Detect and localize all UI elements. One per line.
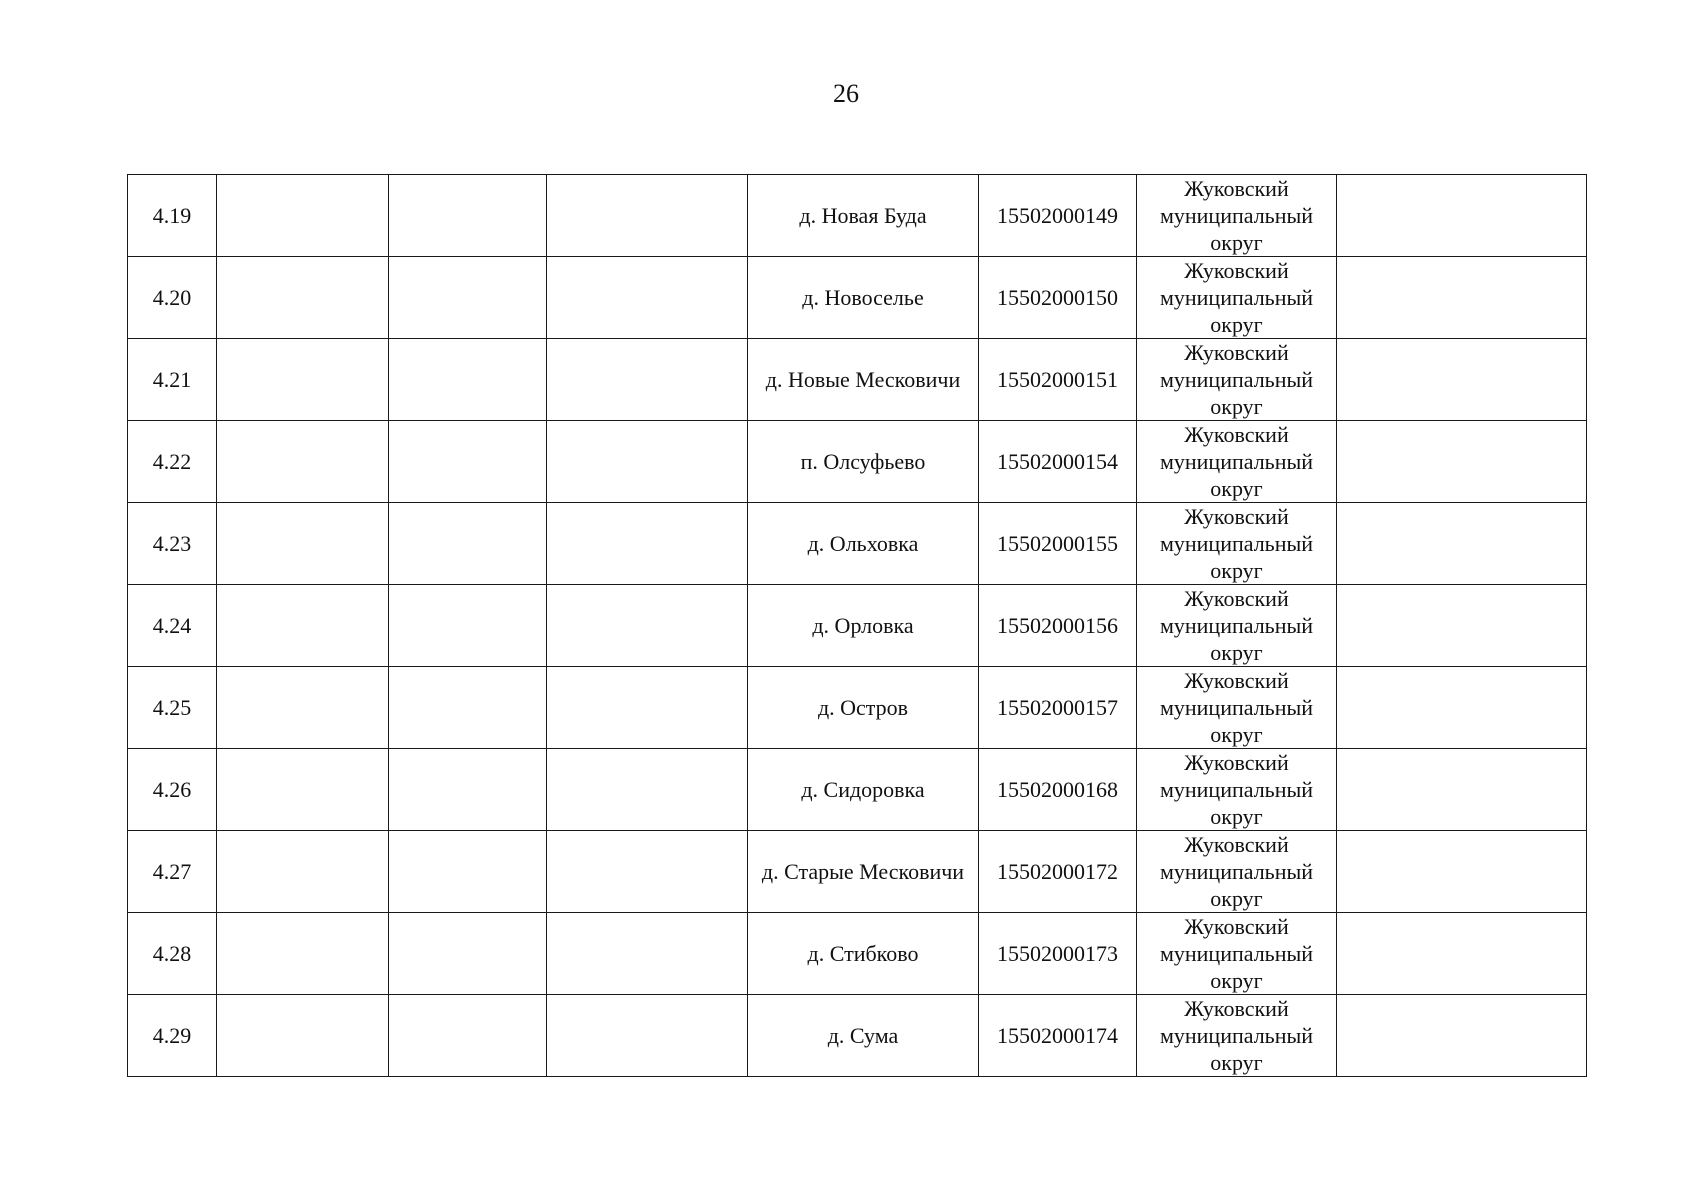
settlement-code: 15502000174 — [979, 995, 1137, 1077]
empty-cell — [389, 339, 547, 421]
row-number: 4.20 — [128, 257, 217, 339]
row-number: 4.28 — [128, 913, 217, 995]
row-number: 4.22 — [128, 421, 217, 503]
settlement-code: 15502000149 — [979, 175, 1137, 257]
district-name: Жуковский муниципальный округ — [1137, 421, 1337, 503]
table-row — [128, 339, 1587, 421]
district-name: Жуковский муниципальный округ — [1137, 339, 1337, 421]
row-number: 4.27 — [128, 831, 217, 913]
empty-cell — [547, 995, 748, 1077]
empty-cell — [1337, 585, 1587, 667]
settlements-table — [127, 174, 1587, 1077]
district-name: Жуковский муниципальный округ — [1137, 585, 1337, 667]
empty-cell — [217, 421, 389, 503]
table-row — [128, 257, 1587, 339]
empty-cell — [389, 585, 547, 667]
settlement-code: 15502000151 — [979, 339, 1137, 421]
settlement-name: д. Старые Месковичи — [748, 831, 979, 913]
empty-cell — [547, 749, 748, 831]
empty-cell — [1337, 339, 1587, 421]
empty-cell — [217, 913, 389, 995]
settlement-name: д. Остров — [748, 667, 979, 749]
district-name: Жуковский муниципальный округ — [1137, 667, 1337, 749]
empty-cell — [547, 831, 748, 913]
district-name: Жуковский муниципальный округ — [1137, 831, 1337, 913]
empty-cell — [547, 421, 748, 503]
empty-cell — [389, 257, 547, 339]
district-name: Жуковский муниципальный округ — [1137, 257, 1337, 339]
empty-cell — [217, 257, 389, 339]
settlement-code: 15502000154 — [979, 421, 1137, 503]
settlement-name: д. Ольховка — [748, 503, 979, 585]
table-row — [128, 421, 1587, 503]
empty-cell — [1337, 175, 1587, 257]
district-name: Жуковский муниципальный округ — [1137, 749, 1337, 831]
settlement-name: д. Сидоровка — [748, 749, 979, 831]
table-row — [128, 175, 1587, 257]
district-name: Жуковский муниципальный округ — [1137, 175, 1337, 257]
row-number: 4.29 — [128, 995, 217, 1077]
empty-cell — [389, 995, 547, 1077]
page-number: 26 — [833, 79, 859, 108]
empty-cell — [1337, 749, 1587, 831]
settlement-name: д. Новоселье — [748, 257, 979, 339]
settlement-code: 15502000157 — [979, 667, 1137, 749]
settlement-name: д. Орловка — [748, 585, 979, 667]
table-row — [128, 503, 1587, 585]
settlement-name: д. Сума — [748, 995, 979, 1077]
district-name: Жуковский муниципальный округ — [1137, 913, 1337, 995]
empty-cell — [1337, 667, 1587, 749]
empty-cell — [217, 175, 389, 257]
settlement-name: п. Олсуфьево — [748, 421, 979, 503]
empty-cell — [547, 913, 748, 995]
empty-cell — [1337, 257, 1587, 339]
empty-cell — [389, 175, 547, 257]
settlement-name: д. Стибково — [748, 913, 979, 995]
empty-cell — [1337, 913, 1587, 995]
table-row — [128, 585, 1587, 667]
empty-cell — [547, 257, 748, 339]
empty-cell — [389, 831, 547, 913]
row-number: 4.24 — [128, 585, 217, 667]
empty-cell — [1337, 503, 1587, 585]
settlement-code: 15502000155 — [979, 503, 1137, 585]
settlement-name: д. Новые Месковичи — [748, 339, 979, 421]
empty-cell — [1337, 831, 1587, 913]
row-number: 4.26 — [128, 749, 217, 831]
empty-cell — [1337, 995, 1587, 1077]
table-row — [128, 831, 1587, 913]
empty-cell — [217, 831, 389, 913]
empty-cell — [547, 175, 748, 257]
empty-cell — [547, 339, 748, 421]
table-row — [128, 749, 1587, 831]
settlement-name: д. Новая Буда — [748, 175, 979, 257]
table-row — [128, 667, 1587, 749]
empty-cell — [547, 503, 748, 585]
empty-cell — [547, 667, 748, 749]
empty-cell — [1337, 421, 1587, 503]
row-number: 4.19 — [128, 175, 217, 257]
row-number: 4.21 — [128, 339, 217, 421]
table-row — [128, 995, 1587, 1077]
settlement-code: 15502000156 — [979, 585, 1137, 667]
empty-cell — [217, 749, 389, 831]
empty-cell — [547, 585, 748, 667]
empty-cell — [389, 913, 547, 995]
table-row — [128, 913, 1587, 995]
empty-cell — [217, 995, 389, 1077]
empty-cell — [217, 667, 389, 749]
district-name: Жуковский муниципальный округ — [1137, 503, 1337, 585]
row-number: 4.25 — [128, 667, 217, 749]
settlement-code: 15502000173 — [979, 913, 1137, 995]
row-number: 4.23 — [128, 503, 217, 585]
empty-cell — [389, 421, 547, 503]
settlement-code: 15502000172 — [979, 831, 1137, 913]
empty-cell — [217, 503, 389, 585]
district-name: Жуковский муниципальный округ — [1137, 995, 1337, 1077]
empty-cell — [217, 585, 389, 667]
empty-cell — [217, 339, 389, 421]
settlement-code: 15502000168 — [979, 749, 1137, 831]
empty-cell — [389, 749, 547, 831]
empty-cell — [389, 503, 547, 585]
settlement-code: 15502000150 — [979, 257, 1137, 339]
empty-cell — [389, 667, 547, 749]
